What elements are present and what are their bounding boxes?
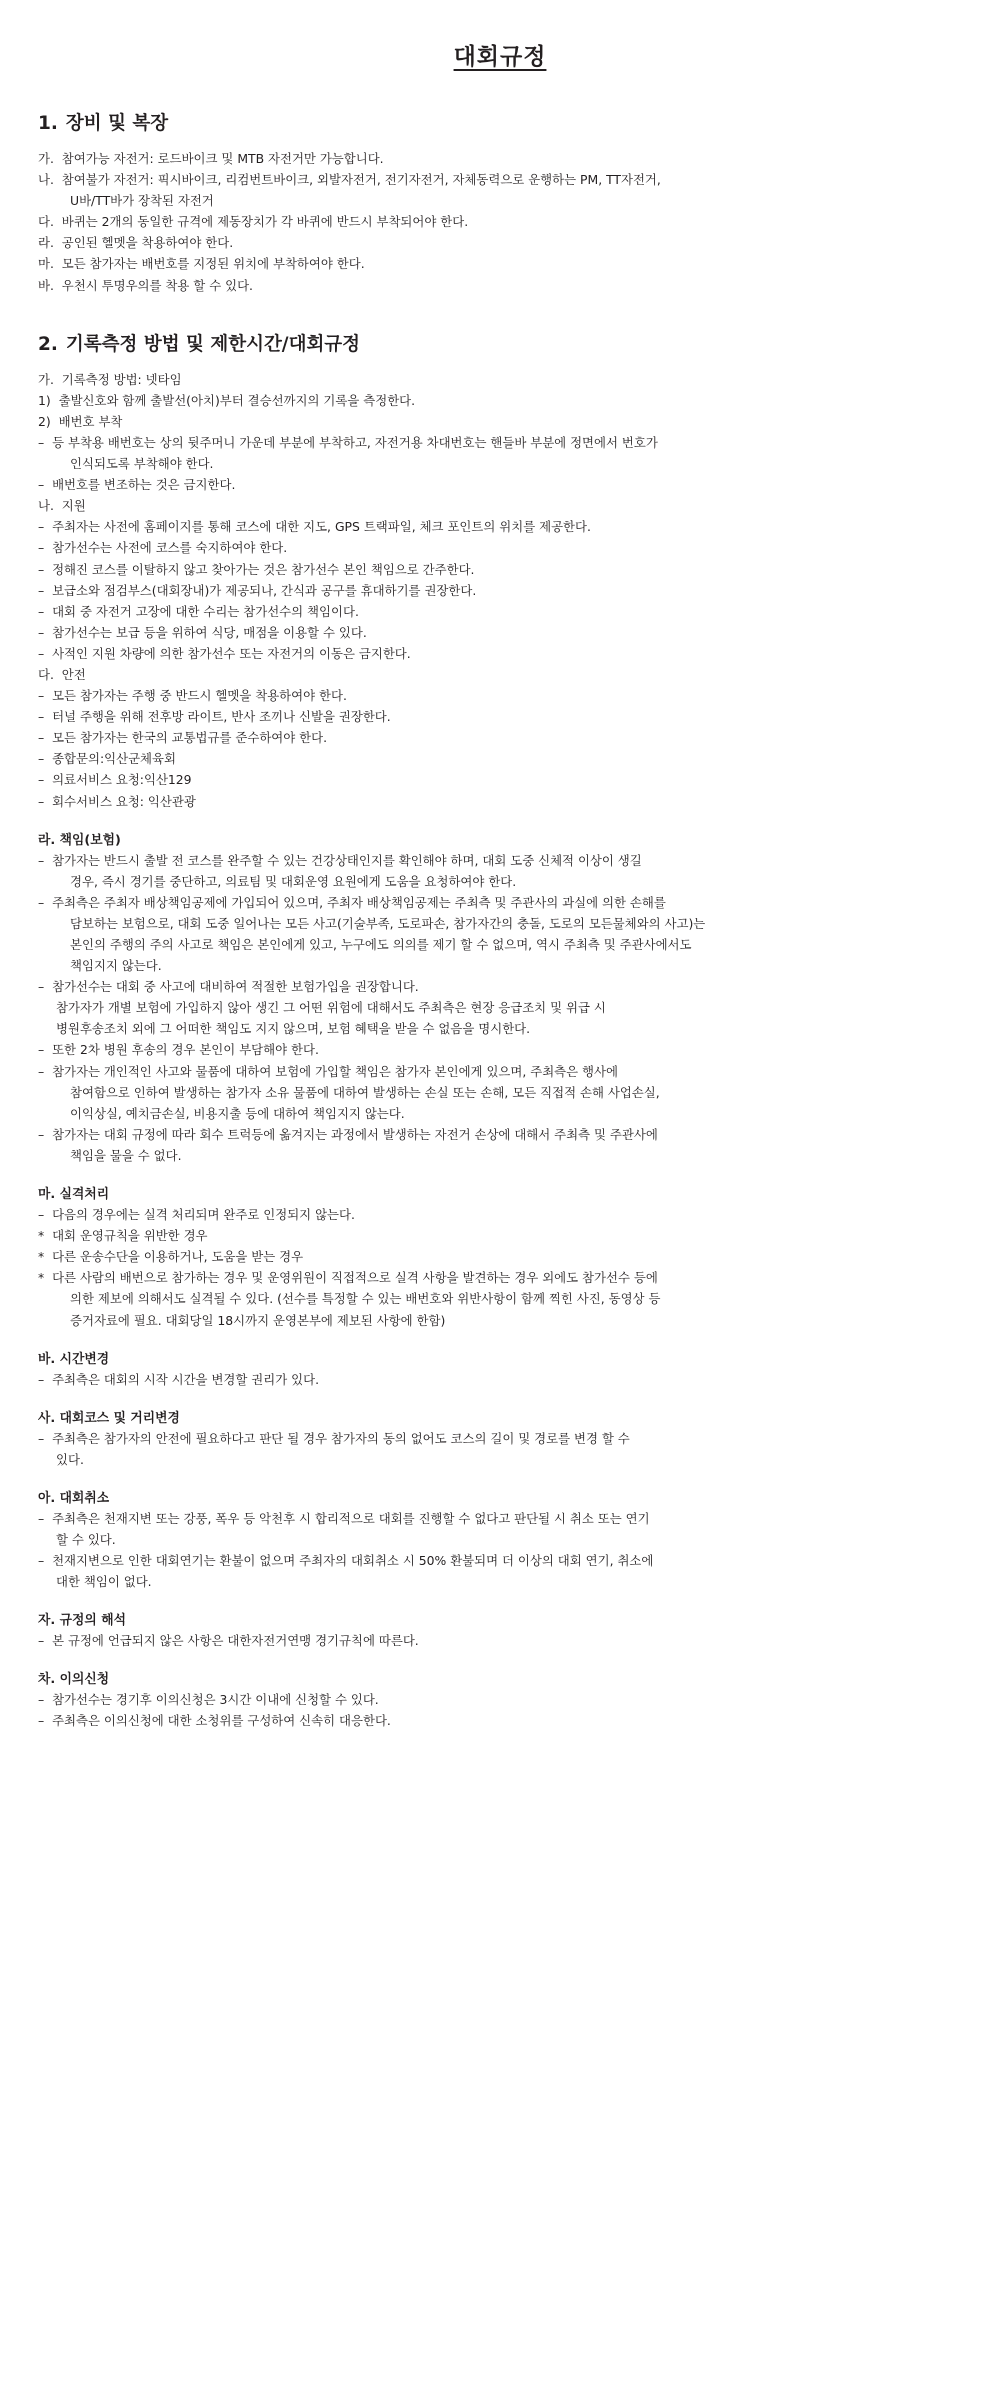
rule-line: – 터널 주행을 위해 전후방 라이트, 반사 조끼나 신발을 권장한다. — [38, 709, 391, 725]
rule-line: – 주최자는 사전에 홈페이지를 통해 코스에 대한 지도, GPS 트랙파일, 체크 포인트의 위치를 제공한다. — [38, 519, 591, 535]
subsection-interpretation — [38, 1609, 962, 1651]
rule-line: – 의료서비스 요청:익산129 — [38, 772, 192, 788]
rule-line: * 대회 운영규칙을 위반한 경우 — [38, 1228, 208, 1244]
rule-line: – 참가선수는 사전에 코스를 숙지하여야 한다. — [38, 540, 288, 556]
rule-line: – 참가자는 반드시 출발 전 코스를 완주할 수 있는 건강상태인지를 확인해야 하며, 대회 도중 신체적 이상이 생길 — [38, 852, 642, 868]
rule-line: – 종합문의:익산군체육회 — [38, 751, 176, 767]
rule-line: – 주최측은 참가자의 안전에 필요하다고 판단 될 경우 참가자의 동의 없어도 코스의 길이 및 경로를 변경 할 수 — [38, 1430, 630, 1446]
rule-line: * 다른 사람의 배번으로 참가하는 경우 및 운영위원이 직접적으로 실격 사항을 발견하는 경우 외에도 참가선수 등에 — [38, 1270, 658, 1286]
rule-line: 나. 참여불가 자전거: 픽시바이크, 리컴번트바이크, 외발자전거, 전기자전거, 자체동력으로 운행하는 PM, TT자전거, — [38, 172, 661, 188]
rule-line: – 참가자는 개인적인 사고와 물품에 대하여 보험에 가입할 책임은 참가자 본인에게 있으며, 주최측은 행사에 — [38, 1063, 618, 1079]
rule-line: – 참가자는 대회 규정에 따라 회수 트럭등에 옮겨지는 과정에서 발생하는 자전거 손상에 대해서 주최측 및 주관사에 — [38, 1126, 658, 1142]
rule-line: – 주최측은 이의신청에 대한 소청위를 구성하여 신속히 대응한다. — [38, 1713, 391, 1729]
subsection-heading: 라. 책임(보험) — [38, 832, 121, 848]
rule-line: – 정해진 코스를 이탈하지 않고 찾아가는 것은 참가선수 본인 책임으로 간주한다. — [38, 561, 475, 577]
rule-line: – 배번호를 변조하는 것은 금지한다. — [38, 477, 236, 493]
section-heading — [38, 109, 962, 135]
rule-line: – 모든 참가자는 주행 중 반드시 헬멧을 착용하여야 한다. — [38, 688, 347, 704]
subsection-safety — [38, 665, 962, 812]
rule-line: – 천재지변으로 인한 대회연기는 환불이 없으며 주최자의 대회취소 시 50% 환불되며 더 이상의 대회 연기, 취소에 — [38, 1553, 654, 1569]
rule-line: 나. 지원 — [38, 498, 86, 514]
rule-line: 병원후송조치 외에 그 어떠한 책임도 지지 않으며, 보험 혜택을 받을 수 없음을 명시한다. — [56, 1021, 531, 1037]
rule-line: 대한 책임이 없다. — [56, 1574, 152, 1590]
rule-line: – 주최측은 천재지변 또는 강풍, 폭우 등 악천후 시 합리적으로 대회를 진행할 수 없다고 판단될 시 취소 또는 연기 — [38, 1510, 650, 1526]
rule-line: 라. 공인된 헬멧을 착용하여야 한다. — [38, 235, 234, 251]
rule-line: 경우, 즉시 경기를 중단하고, 의료팀 및 대회운영 요원에게 도움을 요청하여야 한다. — [70, 873, 517, 889]
rule-line: 할 수 있다. — [56, 1531, 116, 1547]
rule-line: – 보급소와 점검부스(대회장내)가 제공되나, 간식과 공구를 휴대하기를 권장한다. — [38, 582, 477, 598]
subsection-liability — [38, 829, 962, 1166]
rule-line: 참여함으로 인하여 발생하는 참가자 소유 물품에 대하여 발생하는 손실 또는 손해, 모든 직접적 손해 사업손실, — [70, 1084, 660, 1100]
subsection-heading: 아. 대회취소 — [38, 1490, 110, 1506]
rule-line: – 사적인 지원 차량에 의한 참가선수 또는 자전거의 이동은 금지한다. — [38, 645, 411, 661]
subsection-appeal — [38, 1668, 962, 1731]
rule-line: 있다. — [56, 1451, 84, 1467]
rule-line: 가. 기록측정 방법: 넷타임 — [38, 371, 182, 387]
section-number: 1. — [38, 113, 58, 134]
rule-line: 이익상실, 예치금손실, 비용지출 등에 대하여 책임지지 않는다. — [70, 1105, 405, 1121]
subsection-timing-method — [38, 370, 962, 496]
subsection-course-change — [38, 1407, 962, 1470]
rule-line: – 대회 중 자전거 고장에 대한 수리는 참가선수의 책임이다. — [38, 603, 359, 619]
rule-line: 바. 우천시 투명우의를 착용 할 수 있다. — [38, 277, 253, 293]
rule-line: 다. 바퀴는 2개의 동일한 규격에 제동장치가 각 바퀴에 반드시 부착되어야 한다. — [38, 214, 469, 230]
section-body — [38, 149, 962, 296]
rule-line: – 주최측은 대회의 시작 시간을 변경할 권리가 있다. — [38, 1371, 320, 1387]
subsection-heading: 차. 이의신청 — [38, 1672, 110, 1688]
subsection-heading: 바. 시간변경 — [38, 1351, 110, 1367]
rule-line: 1) 출발신호와 함께 출발선(아치)부터 결승선까지의 기록을 측정한다. — [38, 392, 416, 408]
subsection-heading: 마. 실격처리 — [38, 1187, 110, 1203]
section-title: 장비 및 복장 — [65, 113, 169, 134]
section-equipment — [38, 109, 962, 296]
rule-line: 책임지지 않는다. — [70, 958, 162, 974]
rule-line: 마. 모든 참가자는 배번호를 지정된 위치에 부착하여야 한다. — [38, 256, 365, 272]
page-title: 대회규정 — [453, 44, 547, 70]
rule-line: – 모든 참가자는 한국의 교통법규를 준수하여야 한다. — [38, 730, 328, 746]
subsection-support — [38, 496, 962, 664]
section-title: 기록측정 방법 및 제한시간/대회규정 — [65, 333, 361, 355]
subsection-time-change — [38, 1348, 962, 1390]
rule-line: 증거자료에 필요. 대회당일 18시까지 운영본부에 제보된 사항에 한함) — [70, 1312, 446, 1328]
rule-line: – 참가선수는 경기후 이의신청은 3시간 이내에 신청할 수 있다. — [38, 1692, 379, 1708]
section-heading — [38, 330, 962, 356]
rule-line: 의한 제보에 의해서도 실격될 수 있다. (선수를 특정할 수 있는 배번호와 위반사항이 함께 찍힌 사진, 동영상 등 — [70, 1291, 661, 1307]
rule-line: 가. 참여가능 자전거: 로드바이크 및 MTB 자전거만 가능합니다. — [38, 151, 384, 166]
rule-line: 책임을 물을 수 없다. — [70, 1147, 182, 1163]
rule-line: 본인의 주행의 주의 사고로 책임은 본인에게 있고, 누구에도 의의를 제기 할 수 없으며, 역시 주최측 및 주관사에서도 — [70, 937, 692, 952]
subsection-cancellation — [38, 1487, 962, 1592]
subsection-heading: 자. 규정의 해석 — [38, 1613, 126, 1629]
rule-line: U바/TT바가 장착된 자전거 — [70, 193, 214, 209]
rule-line: – 주최측은 주최자 배상책임공제에 가입되어 있으며, 주최자 배상책임공제는 주최측 및 주관사의 과실에 의한 손해를 — [38, 894, 666, 910]
section-number: 2. — [38, 333, 58, 355]
rule-line: 담보하는 보험으로, 대회 도중 일어나는 모든 사고(기술부족, 도로파손, 참가자간의 충돌, 도로의 모든물체와의 사고)는 — [70, 915, 706, 931]
rule-line: – 등 부착용 배번호는 상의 뒷주머니 가운데 부분에 부착하고, 자전거용 차대번호는 핸들바 부분에 정면에서 번호가 — [38, 434, 658, 450]
rule-line: * 다른 운송수단을 이용하거나, 도움을 받는 경우 — [38, 1249, 304, 1265]
subsection-disqualification — [38, 1183, 962, 1331]
rule-line: – 참가선수는 대회 중 사고에 대비하여 적절한 보험가입을 권장합니다. — [38, 979, 419, 995]
subsection-heading: 사. 대회코스 및 거리변경 — [38, 1410, 180, 1426]
rule-line: 참가자가 개별 보험에 가입하지 않아 생긴 그 어떤 위험에 대해서도 주최측은 현장 응급조치 및 위급 시 — [56, 1000, 606, 1016]
rule-line: – 다음의 경우에는 실격 처리되며 완주로 인정되지 않는다. — [38, 1207, 355, 1223]
section-timing-rules — [38, 330, 962, 1732]
rule-line: 2) 배번호 부착 — [38, 413, 123, 429]
rule-line: 인식되도록 부착해야 한다. — [70, 456, 214, 472]
rule-line: – 본 규정에 언급되지 않은 사항은 대한자전거연맹 경기규칙에 따른다. — [38, 1633, 419, 1649]
rule-line: – 회수서비스 요청: 익산관광 — [38, 793, 196, 809]
rule-line: – 또한 2차 병원 후송의 경우 본인이 부담해야 한다. — [38, 1042, 319, 1058]
rule-line: – 참가선수는 보급 등을 위하여 식당, 매점을 이용할 수 있다. — [38, 624, 367, 640]
rule-line: 다. 안전 — [38, 666, 86, 682]
